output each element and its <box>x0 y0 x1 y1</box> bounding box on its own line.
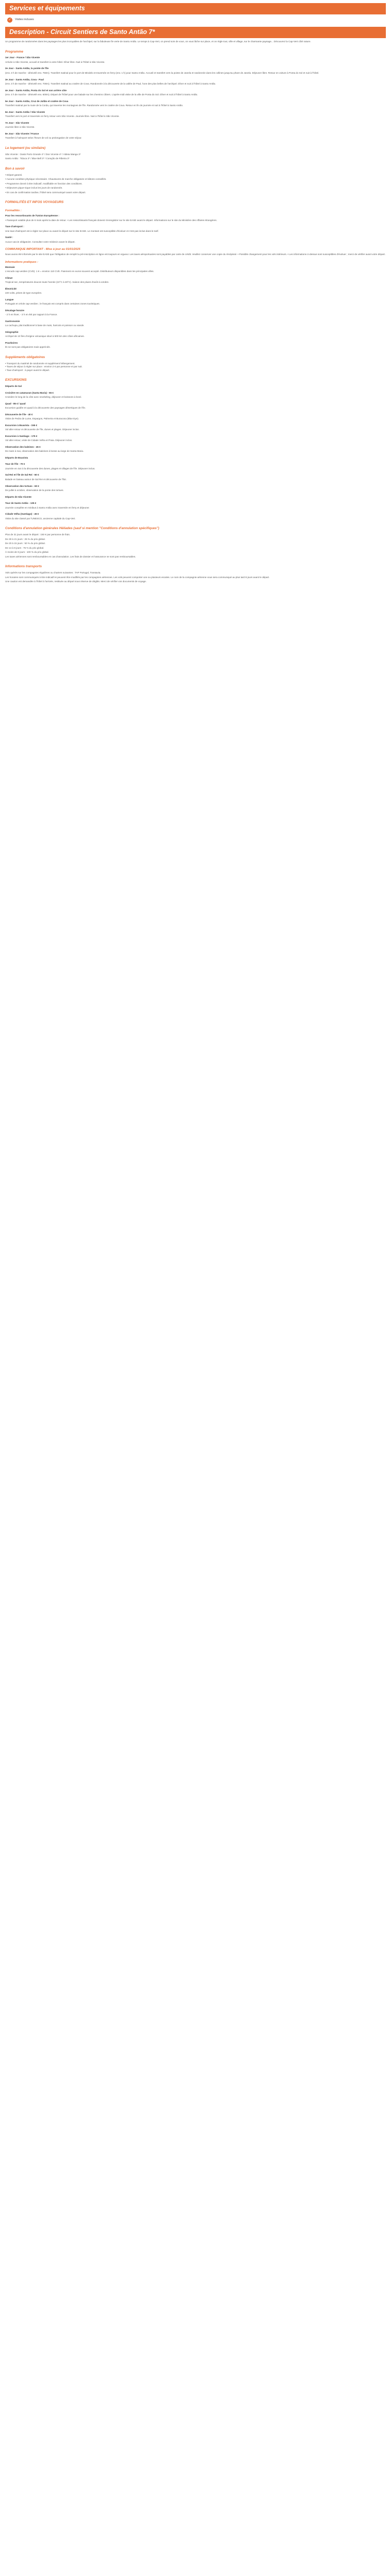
info-item-text: La cachupa, plat traditionnel à base de maïs, haricots et poisson ou viande. <box>5 324 85 327</box>
excursion-item-text: Vol aller-retour et découverte de l'île, dunes et plages. Déjeuner inclus. <box>5 428 79 431</box>
excursion-item-heading: Excursion à Santiago - 175 € <box>5 434 38 437</box>
transport-item: Une caution est demandée à l'hôtel à l'arrivée, restituée au départ sous réserve de dégâts. Merci de vérifier vos documents de voyage. <box>5 580 146 583</box>
info-item-heading: Décalage horaire <box>5 309 25 312</box>
excursion-item-heading: Tour de l'île - 70 € <box>5 463 25 466</box>
excursion-item-heading: Tour de Santo Antão - 135 € <box>5 502 37 505</box>
program-list <box>5 56 386 140</box>
excursion-item-heading: Cidade Velha (Santiago) - 45 € <box>5 513 39 516</box>
good-to-know-item: • Départ garanti. <box>5 173 23 176</box>
good-to-know-item: • En cas de confirmation tardive, l'hôtel sera communiqué avant votre départ. <box>5 191 86 194</box>
conditions-title: Conditions d'annulation générales Hélíades (sauf si mention "Conditions d'annulation spécifiques") <box>5 527 159 531</box>
program-day-text: Arrivée à São Vicente, accueil et transfert à votre hôtel. Dîner libre. Nuit à l'hôtel à São Vicente. <box>5 60 105 63</box>
info-item-heading: Monnaie <box>5 265 15 268</box>
program-day-heading: 4e Jour - Santo Antão, Ponta do Sol et son arrière côte <box>5 89 67 92</box>
condition-item: De 30 à 21 jours : 25 % du prix global. <box>5 537 45 540</box>
program-day <box>5 56 386 64</box>
transport-item: Les horaires sont communiqués à titre indicatif et peuvent être modifiés par les compagnies aériennes. Les vols peuvent comporter une ou plusieurs escales. Le nom de la compagnie aérienne vous sera communiqué au plus tard 8 jours avant le départ. <box>5 575 270 579</box>
program-day-text: (env. 3 h de marche - dénivelé env. 750m). Transfert matinal pour le port de Mindelo et traversée en ferry (env. 1 h) pour Santo Antão. Accueil et transfert vers la pointe de Janela et randonnée dans les collines jusqu'au phare de Janela. Déjeuner libre. Retour en voiture à Ponta do Sol et nuit à l'hôtel. <box>5 72 319 74</box>
program-day <box>5 111 386 118</box>
excursion-item-text: Journée complète en minibus à Santo Antão avec traversée en ferry et déjeuner. <box>5 506 90 509</box>
info-title: Informations pratiques : <box>5 260 39 264</box>
condition-item: Plus de 31 jours avant le départ : 150 € par personne de frais. <box>5 533 70 536</box>
excursions-list <box>5 385 386 520</box>
info-item <box>5 287 386 295</box>
supplements-title: Suppléments obligatoires <box>5 355 45 359</box>
excursion-item <box>5 496 386 499</box>
good-to-know-item: • Aucune condition physique nécessaire. Chaussures de marche obligatoire et bâtons conseillés. <box>5 178 107 181</box>
excursion-item-heading: Observation des baleines - 45 € <box>5 445 41 448</box>
communique-title: COMMUNIQUE IMPORTANT - Mise à jour au 01/01/2025 <box>5 248 80 251</box>
program-day <box>5 132 386 140</box>
excursion-item-text: Croisière le long de la côte avec snorkeling, déjeuner et boissons à bord. <box>5 396 82 399</box>
excursion-item <box>5 446 386 453</box>
program-day-heading: 2e Jour - Santo Antão, la pointe de l'île <box>5 67 49 70</box>
tag-label: Visites incluses <box>15 18 34 22</box>
info-item <box>5 342 386 349</box>
formality-item-text: Aucun vaccin obligatoire. Consultez votre médecin avant le départ. <box>5 240 75 243</box>
program-day-text: (env. 4 h de marche - dénivelé env. 600m). Départ de l'hôtel pour une balade sur les chemins côtiers. L'après-midi visite de la ville de Ponta do Sol. Dîner et nuit à l'hôtel à Santo Antão. <box>5 93 198 96</box>
info-item <box>5 331 386 338</box>
excursion-item <box>5 502 386 510</box>
excursion-item <box>5 473 386 481</box>
excursion-item <box>5 385 386 388</box>
description-title: Description - Circuit Sentiers de Santo Antão 7* <box>9 28 155 36</box>
excursion-item-text: De mars à mai, observation des baleines à bosse au large de Santa Maria. <box>5 450 84 453</box>
program-day <box>5 67 386 75</box>
excursion-item <box>5 463 386 470</box>
program-day-heading: 1er Jour - France / São Vicente <box>5 56 40 59</box>
program-day <box>5 100 386 108</box>
transport-title: Informations transports <box>5 565 42 569</box>
info-item-heading: Gastronomie <box>5 319 20 323</box>
formality-item <box>5 214 386 222</box>
condition-item: De 14 à 8 jours : 75 % du prix global. <box>5 546 44 549</box>
info-item-heading: Langue <box>5 298 14 301</box>
excursion-item <box>5 435 386 443</box>
info-item-heading: Électricité <box>5 287 17 290</box>
excursion-item-heading: Croisière en catamaran (Santa Maria) - 55 € <box>5 391 54 394</box>
excursion-item-heading: Excursion à Boavista - 155 € <box>5 423 38 427</box>
program-day-heading: 7e Jour - São Vicente <box>5 121 29 124</box>
formality-item-heading: Pour les ressortissants de l'Union Européenne : <box>5 214 59 217</box>
info-item-text: - 2 h en hiver, - 3 h en été par rapport à la France. <box>5 313 58 316</box>
formality-item <box>5 236 386 244</box>
excursion-item <box>5 513 386 520</box>
check-icon: ✓ <box>7 18 12 23</box>
excursion-item <box>5 456 386 460</box>
program-title: Programme <box>5 49 23 54</box>
info-item-text: L'escudo cap-verdien (CVE). 1 € = environ 110 CVE. Paiement en euros souvent accepté. Distributeurs disponibles dans les principales villes. <box>5 270 154 273</box>
excursion-item-text: Visite de Pedra de Lume, Espargos, Palmeira et Buracona (Blue Eye). <box>5 417 79 420</box>
good-to-know-title: Bon à savoir <box>5 166 25 171</box>
info-item <box>5 266 386 274</box>
excursions-title: EXCURSIONS <box>5 378 27 382</box>
formalities-subtitle: Formalités : <box>5 209 22 213</box>
formalities-list <box>5 214 386 244</box>
excursion-item-heading: Départs de São Vicente <box>5 495 31 498</box>
info-item <box>5 298 386 306</box>
info-item <box>5 309 386 317</box>
visits-tag <box>7 18 34 23</box>
excursion-item-text: Journée en 4x4 à la découverte des dunes, plages et villages de l'île. Déjeuner inclus. <box>5 467 95 470</box>
excursion-item <box>5 485 386 493</box>
good-to-know-item: • Programme donné à titre indicatif, modifiable en fonction des conditions. <box>5 182 83 185</box>
excursion-item-text: De juillet à octobre, observation de la ponte des tortues. <box>5 489 64 492</box>
info-item <box>5 277 386 284</box>
excursion-item-heading: Observation des tortues - 60 € <box>5 484 39 487</box>
conditions-list <box>5 533 386 558</box>
description-header <box>5 27 386 38</box>
section-title: Services et équipements <box>9 5 85 12</box>
formality-item-text: • Passeport valable plus de 6 mois après la date de retour. • Les ressortissants français doivent s'enregistrer sur le site EASE avant le départ. Informations sur le site du Ministère des Affaires étrangères. <box>5 218 217 222</box>
program-day-heading: 8e Jour - São Vicente / France <box>5 132 39 135</box>
program-day-text: Transfert à l'aéroport selon l'heure de vol ou prolongation de votre séjour. <box>5 137 82 140</box>
info-item-heading: Climat <box>5 276 13 279</box>
excursion-item-text: Vol aller-retour, visite de Cidade Velha et Praia. Déjeuner inclus. <box>5 439 73 442</box>
supplements-text: • Transport du matériel de randonnée et supplément hébergement. • Taxes de séjour à régler sur place : environ 2 € par personne et par nuit. • Taxe d'aéroport : à payer avant le départ. <box>5 362 83 371</box>
info-list <box>5 266 386 349</box>
lodging-item: São Vicente : Oasis Porto Grande 4* / Don Vicente 4* / Aldeia Manga 3* <box>5 152 81 156</box>
info-item-heading: Géographie <box>5 330 19 333</box>
program-day <box>5 78 386 86</box>
program-day-text: Journée libre à São Vicente. <box>5 126 35 129</box>
program-day-heading: 6e Jour - Santo Antão / São Vicente <box>5 110 45 113</box>
good-to-know-list <box>5 174 386 195</box>
program-day-text: (env. 3 h de marche - dénivelé env. 700m). Transfert matinal au cratère de Cova. Randonnée à la découverte de la vallée de Paul, l'une des plus belles de l'archipel. Dîner et nuit à l'hôtel à Santo Antão. <box>5 82 216 86</box>
info-item <box>5 320 386 328</box>
excursion-item <box>5 413 386 421</box>
transport-item: Vols opérés sur les compagnies régulières ou charters suivantes : TAP Portugal, Transavia. <box>5 571 101 574</box>
excursion-item-text: Balade en bateau autour de Sal Rei et découverte de l'îlot. <box>5 478 67 481</box>
condition-item: Les taxes aériennes sont remboursables en cas d'annulation. Les frais de dossier et l'assurance ne sont pas remboursables. <box>5 555 136 558</box>
excursion-item-heading: Quad - 85 € / quad <box>5 402 26 405</box>
description-text: Un programme de randonnées dans les paysages les plus incroyables de l'archipel, sur la fabuleuse île verte de Santo Antão. Le temps à Cap-Vert, on prend soin de vous, on vous lâche sur place, et on règle tout, ville et village, sur le charmante paysage... Découvrez la Cap-Vert côté nature. <box>5 40 311 43</box>
info-item-text: Ils ne sont pas obligatoires mais appréciés. <box>5 346 51 349</box>
page <box>0 0 391 585</box>
program-day-heading: 5e Jour - Santo Antão, Cruz de Julião et cratère de Cova <box>5 99 69 103</box>
excursion-item <box>5 424 386 432</box>
transport-list <box>5 571 386 584</box>
formality-item-heading: Taxe d'aéroport : <box>5 225 24 228</box>
excursion-item <box>5 402 386 410</box>
formalities-title: FORMALITÉS ET INFOS VOYAGEURS <box>5 200 64 205</box>
program-day <box>5 89 386 97</box>
condition-item: De 20 à 15 jours : 50 % du prix global. <box>5 542 45 545</box>
lodging-list <box>5 153 386 161</box>
communique-text: Nous avons été informés par le site EASE que l'obligation de remplir la pré-inscription en ligne est toujours en vigueur. Les taxes aéroportuaires sont payables par carte de crédit. Veuillez conserver une copie du récépissé. • Possible changement pour les vols intérieurs. • Les informations ci-dessus sont susceptibles d'évoluer ; merci de vérifier avant votre départ. <box>5 253 386 256</box>
formality-item-heading: Santé : <box>5 236 13 239</box>
section-header <box>5 3 386 14</box>
excursion-item-heading: Sal Rei et l'île de Sal Rei - 60 € <box>5 473 39 477</box>
formality-item-text: Une taxe d'aéroport est à régler sur place ou avant le départ sur le site EASE. Le montant est susceptible d'évoluer et n'est pas inclus dans le tarif. <box>5 229 159 232</box>
info-item-text: Portugais et créole cap-verdien ; le français est compris dans certaines zones touristiques. <box>5 302 100 306</box>
info-item-heading: Pourboires <box>5 341 18 344</box>
lodging-title: Le logement (ou similaire) <box>5 146 46 150</box>
good-to-know-item: • Déjeuners pique-nique inclus les jours de randonnée. <box>5 187 63 190</box>
formality-item <box>5 225 386 233</box>
info-item-text: Archipel de 10 îles d'origine volcanique situé à 500 km des côtes africaines. <box>5 335 85 338</box>
info-item-text: 220 volts, prises de type européen. <box>5 292 42 295</box>
info-item-text: Tropical sec, températures douces toute l'année (22°C à 28°C). Saison des pluies d'août à octobre. <box>5 281 109 284</box>
excursion-item-heading: Découverte de l'île - 40 € <box>5 413 33 416</box>
program-day-heading: 3e Jour - Santo Antão, Cova - Paul <box>5 78 44 81</box>
excursion-item <box>5 392 386 399</box>
excursion-item-heading: Départs de Boavista <box>5 456 28 459</box>
excursion-item-heading: Départs de Sal <box>5 385 22 388</box>
lodging-item: Santo Antão : Tiduca 3* / Blue Bell 3* / Coração de Ribeira 3* <box>5 157 70 160</box>
program-day-text: Transfert vers le port et traversée en ferry retour vers São Vicente. Journée libre. Nuit à l'hôtel à São Vicente. <box>5 115 120 118</box>
program-day-text: Transfert matinal par la route de la Corda, qui traverse les montagnes de l'île. Randonnée vers le cratère de Cova. Retour en fin de journée et nuit à l'hôtel à Santo Antão. <box>5 104 184 107</box>
program-day <box>5 122 386 129</box>
condition-item: À moins de 8 jours : 100 % du prix global. <box>5 551 49 554</box>
excursion-item-text: Excursion guidée en quad à la découverte des paysages désertiques de l'île. <box>5 406 86 410</box>
excursion-item-text: Visite du site classé par l'UNESCO, ancienne capitale du Cap-Vert. <box>5 517 76 520</box>
